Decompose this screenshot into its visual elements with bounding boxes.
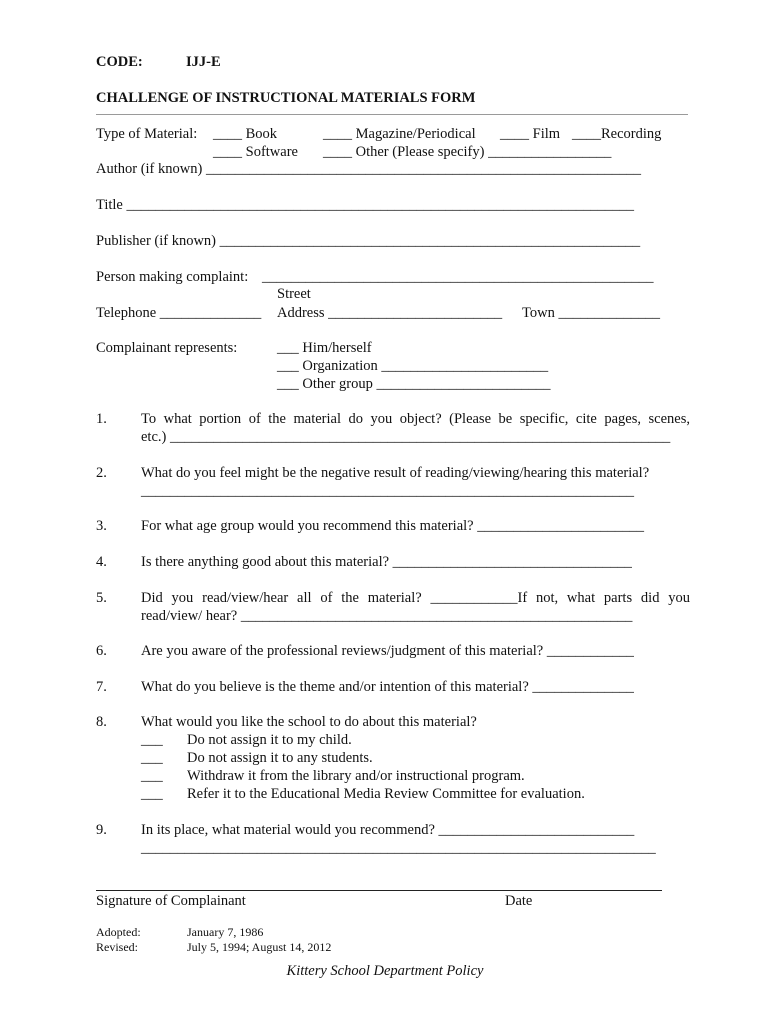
street-label: Street (277, 286, 311, 302)
question-text[interactable]: What do you believe is the theme and/or intention of this material? ______________ (141, 679, 634, 695)
material-film[interactable]: ____ Film (500, 126, 561, 142)
town-field[interactable]: Town ______________ (522, 305, 660, 321)
answer-line[interactable]: read/view/ hear? ______________________________________________________ (141, 608, 633, 624)
material-recording[interactable]: ____Recording (572, 126, 662, 142)
form-title: CHALLENGE OF INSTRUCTIONAL MATERIALS FORM (96, 90, 476, 106)
represents-organization[interactable]: ___ Organization _______________________ (277, 358, 549, 374)
telephone-field[interactable]: Telephone ______________ (96, 305, 262, 321)
revised-dates: July 5, 1994; August 14, 2012 (187, 940, 332, 954)
question-text: To what portion of the material do you object? (Please be specific, cite pages, scenes, (141, 411, 690, 427)
author-field[interactable]: Author (if known) ____________________________________________________________ (96, 161, 641, 177)
answer-line[interactable]: etc.) _____________________________________________________________________ (141, 429, 671, 445)
question-text[interactable]: Are you aware of the professional reviews/judgment of this material? ____________ (141, 643, 634, 659)
publisher-field[interactable]: Publisher (if known) __________________________________________________________ (96, 233, 641, 249)
question-text[interactable]: For what age group would you recommend this material? _______________________ (141, 518, 644, 534)
question-number: 1. (96, 411, 107, 427)
question-number: 9. (96, 822, 107, 838)
option-blank[interactable]: ___ (141, 786, 163, 802)
question-number: 8. (96, 714, 107, 730)
signature-line[interactable] (96, 890, 662, 891)
option-text: Refer it to the Educational Media Review Committee for evaluation. (187, 786, 585, 802)
question-number: 4. (96, 554, 107, 570)
option-blank[interactable]: ___ (141, 768, 163, 784)
material-other[interactable]: ____ Other (Please specify) _________________ (323, 144, 612, 160)
material-magazine[interactable]: ____ Magazine/Periodical (323, 126, 476, 142)
question-number: 2. (96, 465, 107, 481)
material-software[interactable]: ____ Software (213, 144, 298, 160)
option-blank[interactable]: ___ (141, 732, 163, 748)
represents-label: Complainant represents: (96, 340, 238, 356)
question-number: 3. (96, 518, 107, 534)
answer-line[interactable]: ____________________________________________________________________ (141, 483, 634, 499)
question-number: 7. (96, 679, 107, 695)
question-text[interactable]: In its place, what material would you recommend? ___________________________ (141, 822, 635, 838)
title-field[interactable]: Title ______________________________________________________________________ (96, 197, 634, 213)
adopted-date: January 7, 1986 (187, 925, 264, 939)
person-label: Person making complaint: (96, 269, 249, 285)
adopted-label: Adopted: (96, 925, 141, 939)
policy-footer: Kittery School Department Policy (286, 963, 484, 979)
represents-self[interactable]: ___ Him/herself (277, 340, 372, 356)
revised-label: Revised: (96, 940, 138, 954)
answer-line[interactable]: _______________________________________________________________________ (141, 840, 656, 856)
question-number: 5. (96, 590, 107, 606)
title-divider (96, 114, 688, 115)
signature-label: Signature of Complainant (96, 893, 246, 909)
question-number: 6. (96, 643, 107, 659)
date-label: Date (505, 893, 533, 909)
code-label: CODE: (96, 54, 143, 70)
option-blank[interactable]: ___ (141, 750, 163, 766)
question-text[interactable]: Did you read/view/hear all of the material? ____________If not, what parts did you (141, 590, 690, 606)
material-book[interactable]: ____ Book (213, 126, 278, 142)
address-field[interactable]: Address ________________________ (277, 305, 503, 321)
person-field[interactable]: ______________________________________________________ (262, 269, 654, 285)
code-value: IJJ-E (186, 54, 221, 70)
question-text: What do you feel might be the negative result of reading/viewing/hearing this material? (141, 465, 650, 481)
option-text: Do not assign it to any students. (187, 750, 373, 766)
represents-other-group[interactable]: ___ Other group ________________________ (277, 376, 551, 392)
question-text[interactable]: Is there anything good about this material? _________________________________ (141, 554, 632, 570)
option-text: Withdraw it from the library and/or instructional program. (187, 768, 525, 784)
question-text: What would you like the school to do about this material? (141, 714, 477, 730)
material-label: Type of Material: (96, 126, 198, 142)
option-text: Do not assign it to my child. (187, 732, 352, 748)
